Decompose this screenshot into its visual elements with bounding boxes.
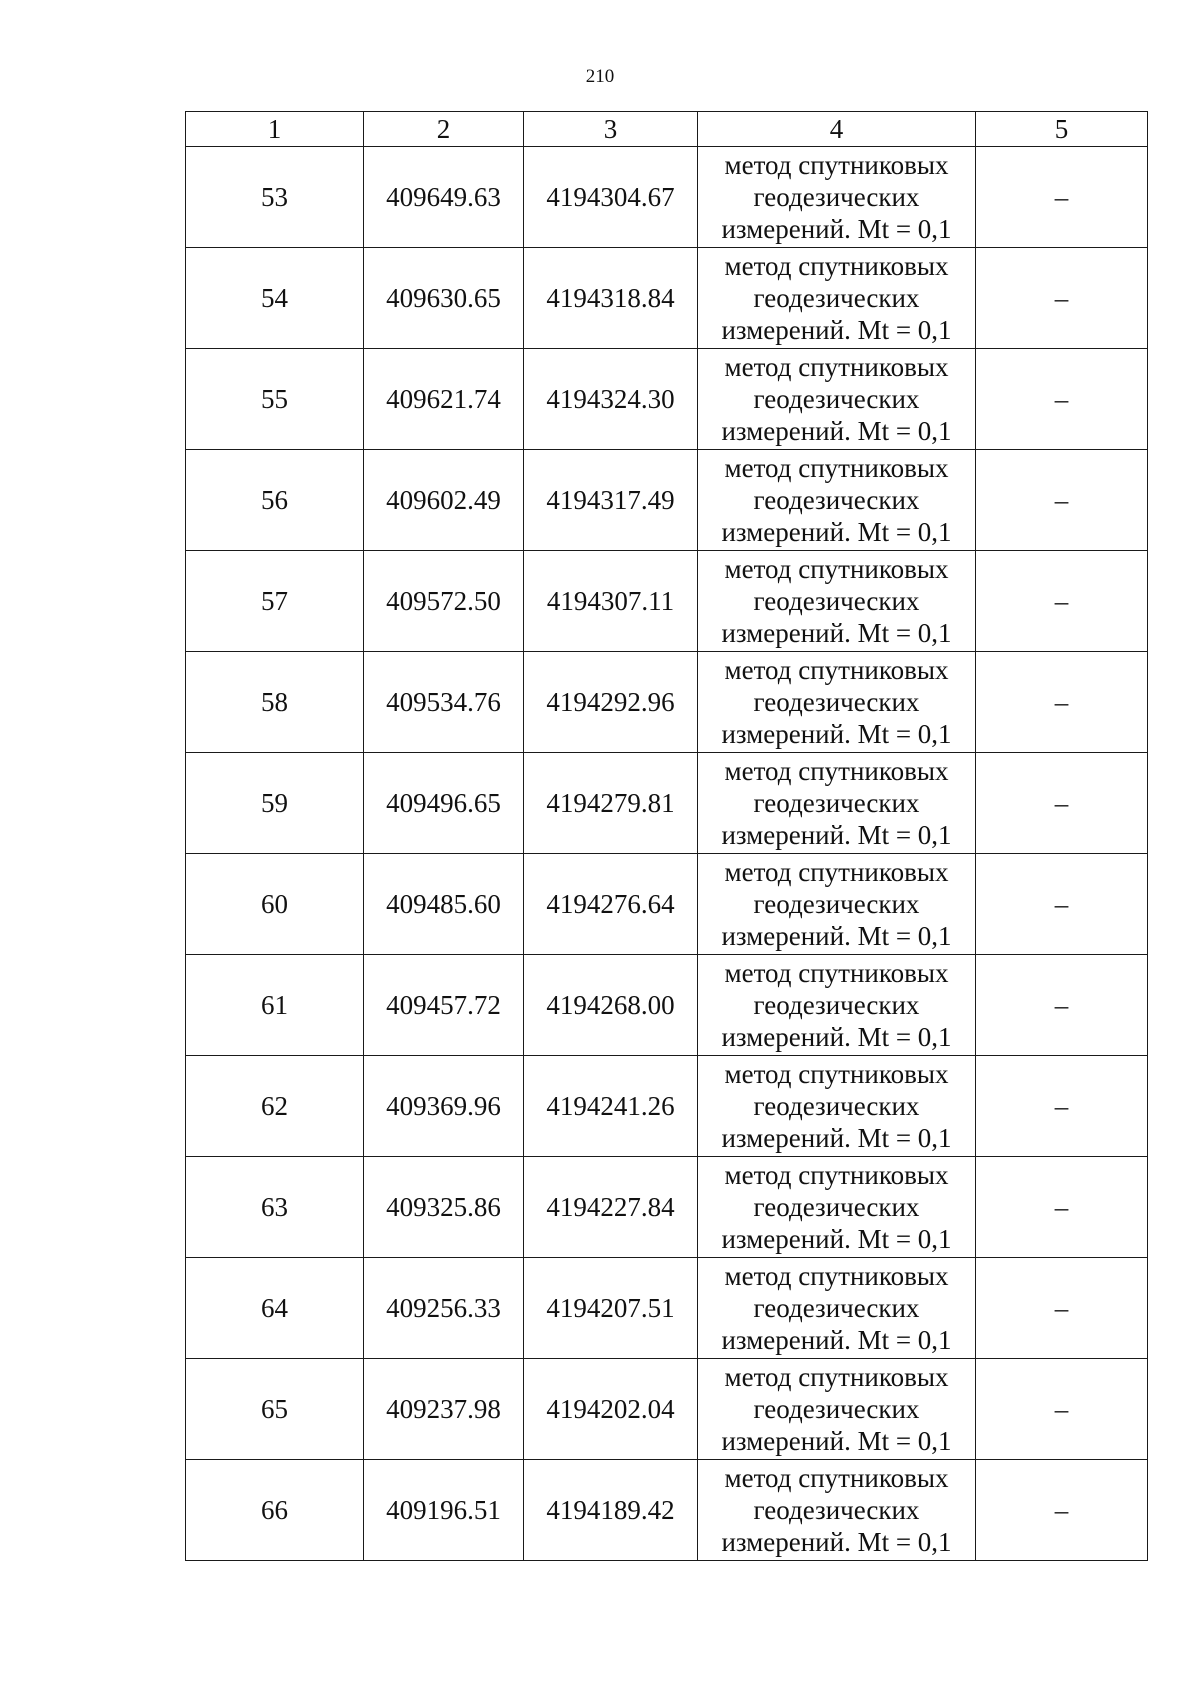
- description-cell: –: [976, 147, 1148, 248]
- column-header-5: 5: [976, 112, 1148, 147]
- description-cell: –: [976, 1157, 1148, 1258]
- method-line-1: метод спутниковых: [724, 453, 949, 483]
- method-line-1: метод спутниковых: [724, 1059, 949, 1089]
- table-row: [186, 147, 1148, 248]
- method-line-3: измерений. Mt = 0,1: [721, 1325, 952, 1355]
- y-coordinate-cell: 4194307.11: [524, 551, 698, 652]
- method-cell: [698, 551, 976, 652]
- table-header-row: [186, 112, 1148, 147]
- x-coordinate-cell: 409630.65: [364, 248, 524, 349]
- table-row: [186, 1460, 1148, 1561]
- method-line-3: измерений. Mt = 0,1: [721, 921, 952, 951]
- y-coordinate-cell: 4194268.00: [524, 955, 698, 1056]
- table-row: [186, 753, 1148, 854]
- method-cell: [698, 450, 976, 551]
- x-coordinate-cell: 409534.76: [364, 652, 524, 753]
- method-line-2: геодезических: [753, 384, 920, 414]
- method-line-2: геодезических: [753, 1293, 920, 1323]
- point-number-cell: 60: [186, 854, 364, 955]
- y-coordinate-cell: 4194276.64: [524, 854, 698, 955]
- column-header-4: 4: [698, 112, 976, 147]
- description-cell: –: [976, 1359, 1148, 1460]
- point-number-cell: 57: [186, 551, 364, 652]
- x-coordinate-cell: 409325.86: [364, 1157, 524, 1258]
- method-line-2: геодезических: [753, 788, 920, 818]
- description-cell: –: [976, 854, 1148, 955]
- description-cell: –: [976, 753, 1148, 854]
- method-line-2: геодезических: [753, 586, 920, 616]
- method-line-3: измерений. Mt = 0,1: [721, 1022, 952, 1052]
- y-coordinate-cell: 4194317.49: [524, 450, 698, 551]
- x-coordinate-cell: 409369.96: [364, 1056, 524, 1157]
- method-line-1: метод спутниковых: [724, 1261, 949, 1291]
- method-line-2: геодезических: [753, 1495, 920, 1525]
- method-line-2: геодезических: [753, 1394, 920, 1424]
- method-cell: [698, 248, 976, 349]
- method-line-1: метод спутниковых: [724, 1160, 949, 1190]
- method-cell: [698, 753, 976, 854]
- method-cell: [698, 652, 976, 753]
- method-line-1: метод спутниковых: [724, 958, 949, 988]
- description-cell: –: [976, 450, 1148, 551]
- point-number-cell: 54: [186, 248, 364, 349]
- method-line-2: геодезических: [753, 182, 920, 212]
- description-cell: –: [976, 248, 1148, 349]
- description-cell: –: [976, 551, 1148, 652]
- method-cell: [698, 349, 976, 450]
- method-cell: [698, 854, 976, 955]
- description-cell: –: [976, 1056, 1148, 1157]
- x-coordinate-cell: 409496.65: [364, 753, 524, 854]
- point-number-cell: 55: [186, 349, 364, 450]
- y-coordinate-cell: 4194241.26: [524, 1056, 698, 1157]
- description-cell: –: [976, 349, 1148, 450]
- description-cell: –: [976, 955, 1148, 1056]
- method-cell: [698, 1157, 976, 1258]
- point-number-cell: 66: [186, 1460, 364, 1561]
- method-line-3: измерений. Mt = 0,1: [721, 416, 952, 446]
- table-row: [186, 349, 1148, 450]
- table-row: [186, 1157, 1148, 1258]
- table-row: [186, 1359, 1148, 1460]
- method-line-1: метод спутниковых: [724, 756, 949, 786]
- method-line-3: измерений. Mt = 0,1: [721, 214, 952, 244]
- method-line-3: измерений. Mt = 0,1: [721, 1123, 952, 1153]
- method-line-3: измерений. Mt = 0,1: [721, 719, 952, 749]
- y-coordinate-cell: 4194292.96: [524, 652, 698, 753]
- method-cell: [698, 147, 976, 248]
- column-header-2: 2: [364, 112, 524, 147]
- method-line-1: метод спутниковых: [724, 150, 949, 180]
- method-line-3: измерений. Mt = 0,1: [721, 1224, 952, 1254]
- y-coordinate-cell: 4194304.67: [524, 147, 698, 248]
- point-number-cell: 62: [186, 1056, 364, 1157]
- table-row: [186, 955, 1148, 1056]
- method-line-2: геодезических: [753, 1091, 920, 1121]
- table-row: [186, 248, 1148, 349]
- table-row: [186, 854, 1148, 955]
- y-coordinate-cell: 4194207.51: [524, 1258, 698, 1359]
- point-number-cell: 53: [186, 147, 364, 248]
- y-coordinate-cell: 4194279.81: [524, 753, 698, 854]
- y-coordinate-cell: 4194202.04: [524, 1359, 698, 1460]
- x-coordinate-cell: 409457.72: [364, 955, 524, 1056]
- method-line-3: измерений. Mt = 0,1: [721, 820, 952, 850]
- y-coordinate-cell: 4194189.42: [524, 1460, 698, 1561]
- method-cell: [698, 955, 976, 1056]
- x-coordinate-cell: 409237.98: [364, 1359, 524, 1460]
- table-row: [186, 551, 1148, 652]
- y-coordinate-cell: 4194324.30: [524, 349, 698, 450]
- method-line-3: измерений. Mt = 0,1: [721, 618, 952, 648]
- method-line-1: метод спутниковых: [724, 655, 949, 685]
- x-coordinate-cell: 409602.49: [364, 450, 524, 551]
- method-cell: [698, 1258, 976, 1359]
- point-number-cell: 64: [186, 1258, 364, 1359]
- point-number-cell: 63: [186, 1157, 364, 1258]
- method-cell: [698, 1056, 976, 1157]
- method-line-2: геодезических: [753, 990, 920, 1020]
- method-line-1: метод спутниковых: [724, 554, 949, 584]
- table-row: [186, 652, 1148, 753]
- method-line-2: геодезических: [753, 687, 920, 717]
- method-line-3: измерений. Mt = 0,1: [721, 315, 952, 345]
- point-number-cell: 65: [186, 1359, 364, 1460]
- method-line-3: измерений. Mt = 0,1: [721, 1527, 952, 1557]
- method-line-3: измерений. Mt = 0,1: [721, 1426, 952, 1456]
- table-row: [186, 1056, 1148, 1157]
- method-line-1: метод спутниковых: [724, 352, 949, 382]
- x-coordinate-cell: 409196.51: [364, 1460, 524, 1561]
- page-number: 210: [585, 66, 615, 87]
- column-header-3: 3: [524, 112, 698, 147]
- method-cell: [698, 1460, 976, 1561]
- method-line-1: метод спутниковых: [724, 1362, 949, 1392]
- method-line-2: геодезических: [753, 889, 920, 919]
- y-coordinate-cell: 4194318.84: [524, 248, 698, 349]
- description-cell: –: [976, 1460, 1148, 1561]
- point-number-cell: 56: [186, 450, 364, 551]
- y-coordinate-cell: 4194227.84: [524, 1157, 698, 1258]
- method-line-2: геодезических: [753, 283, 920, 313]
- description-cell: –: [976, 1258, 1148, 1359]
- method-line-1: метод спутниковых: [724, 251, 949, 281]
- coordinates-table: [185, 111, 1148, 1561]
- x-coordinate-cell: 409649.63: [364, 147, 524, 248]
- x-coordinate-cell: 409572.50: [364, 551, 524, 652]
- x-coordinate-cell: 409256.33: [364, 1258, 524, 1359]
- point-number-cell: 61: [186, 955, 364, 1056]
- method-line-1: метод спутниковых: [724, 1463, 949, 1493]
- method-line-3: измерений. Mt = 0,1: [721, 517, 952, 547]
- point-number-cell: 59: [186, 753, 364, 854]
- table-row: [186, 450, 1148, 551]
- method-cell: [698, 1359, 976, 1460]
- method-line-2: геодезических: [753, 1192, 920, 1222]
- method-line-1: метод спутниковых: [724, 857, 949, 887]
- x-coordinate-cell: 409485.60: [364, 854, 524, 955]
- method-line-2: геодезических: [753, 485, 920, 515]
- point-number-cell: 58: [186, 652, 364, 753]
- table-row: [186, 1258, 1148, 1359]
- x-coordinate-cell: 409621.74: [364, 349, 524, 450]
- column-header-1: 1: [186, 112, 364, 147]
- description-cell: –: [976, 652, 1148, 753]
